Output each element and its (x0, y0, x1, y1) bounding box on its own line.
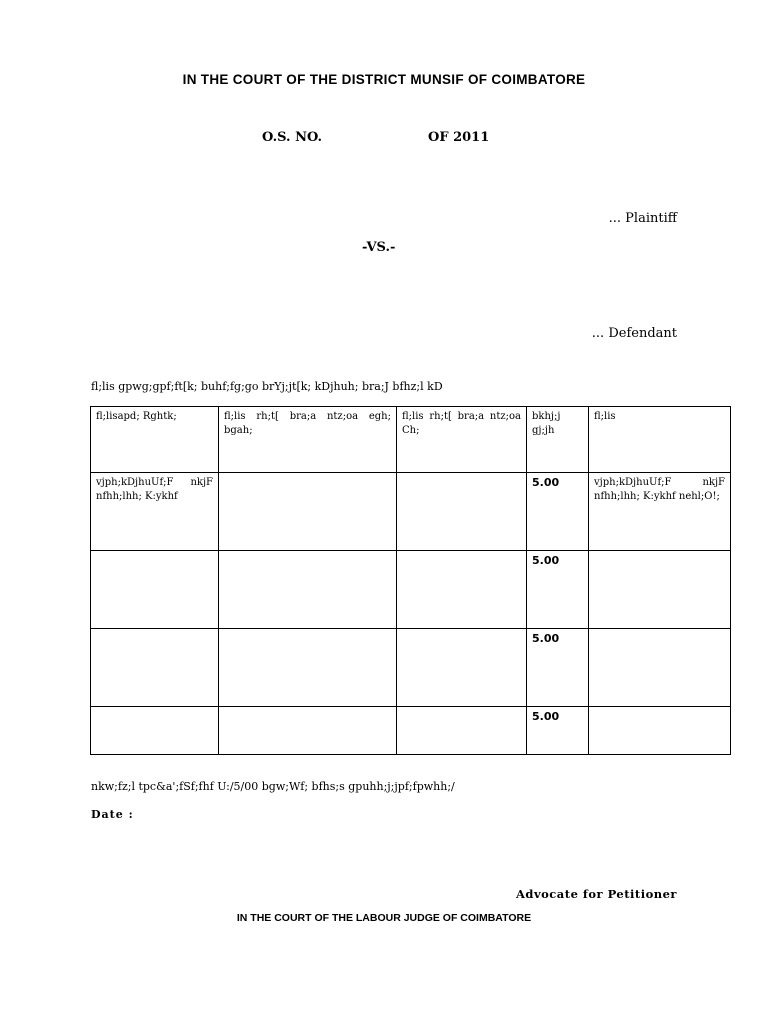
fee-request-note: nkw;fz;l tpc&a';fSf;fhf U:/5/00 bgw;Wf; bfhs;s gpuhh;j;jpf;fpwhh;/ (91, 780, 455, 793)
date-label: Date : (91, 808, 134, 821)
amount-cell: 5.00 (527, 629, 589, 707)
header-cell: fl;lis (589, 407, 731, 473)
table-cell (219, 629, 397, 707)
table-cell: vjph;kDjhuUf;F nkjF nfhh;lhh; K:ykhf nehl;O!; (589, 473, 731, 551)
court-title: IN THE COURT OF THE DISTRICT MUNSIF OF COIMBATORE (182, 72, 586, 87)
header-cell: bkhj;j gj;jh (527, 407, 589, 473)
table-cell (589, 551, 731, 629)
table-cell (219, 707, 397, 755)
next-court-title: IN THE COURT OF THE LABOUR JUDGE OF COIMBATORE (236, 912, 532, 924)
table-row (91, 707, 731, 755)
petition-intro: fl;lis gpwg;gpf;ft[k; buhf;fg;go brYj;jt[k; kDjhuh; bra;J bfhz;l kD (91, 380, 443, 393)
table-cell (589, 707, 731, 755)
table-row (91, 473, 731, 551)
table-cell (91, 551, 219, 629)
table-header-row (91, 407, 731, 473)
table-cell (397, 551, 527, 629)
advocate-signature-label: Advocate for Petitioner (515, 887, 677, 901)
table-cell (589, 629, 731, 707)
table-cell (397, 629, 527, 707)
table-cell (91, 629, 219, 707)
table-cell (219, 473, 397, 551)
table-cell (397, 707, 527, 755)
table-cell: vjph;kDjhuUf;F nkjF nfhh;lhh; K:ykhf (91, 473, 219, 551)
amount-cell: 5.00 (527, 473, 589, 551)
versus-label: -VS.- (362, 240, 396, 255)
table-cell (219, 551, 397, 629)
case-number-label: O.S. NO. (262, 130, 323, 145)
defendant-label: ... Defendant (591, 326, 677, 341)
amount-cell: 5.00 (527, 707, 589, 755)
case-year: OF 2011 (428, 130, 490, 145)
table-row (91, 629, 731, 707)
header-cell: fl;lis rh;t[ bra;a ntz;oa Ch; (397, 407, 527, 473)
table-cell (397, 473, 527, 551)
table-cell (91, 707, 219, 755)
header-cell: fl;lis rh;t[ bra;a ntz;oa egh; bgah; (219, 407, 397, 473)
fee-table (90, 406, 731, 755)
header-cell: fl;lisapd; Rghtk; (91, 407, 219, 473)
table-row (91, 551, 731, 629)
amount-cell: 5.00 (527, 551, 589, 629)
plaintiff-label: ... Plaintiff (608, 211, 677, 226)
